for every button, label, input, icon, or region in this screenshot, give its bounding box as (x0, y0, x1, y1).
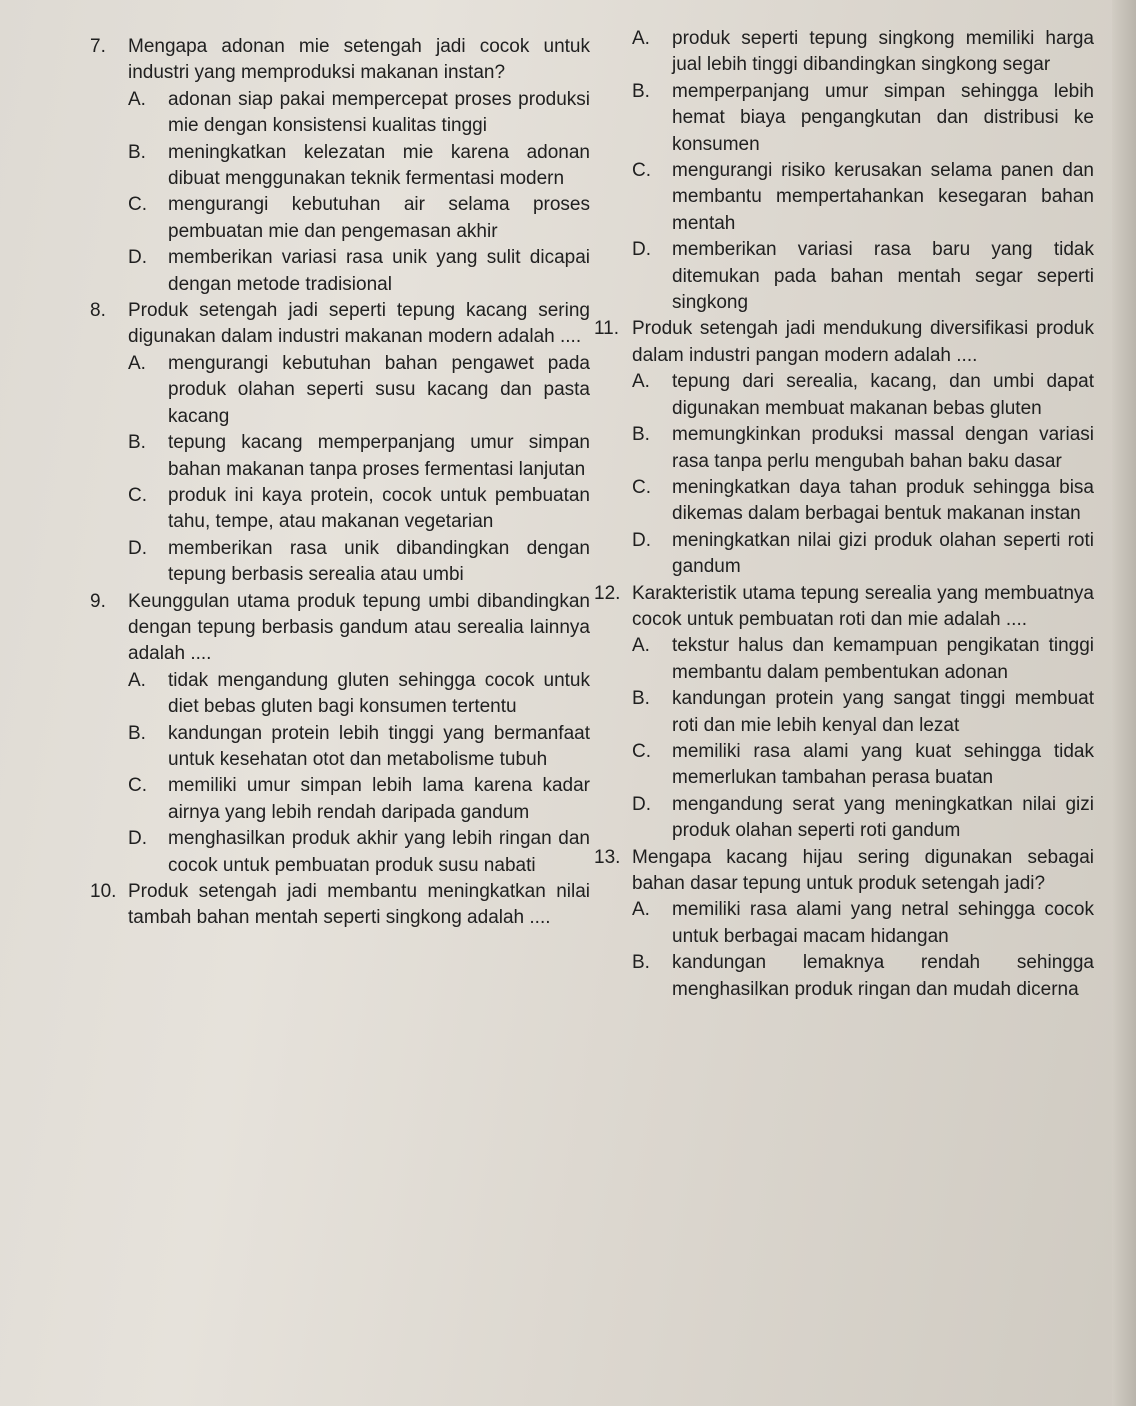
option-c (632, 475, 1094, 528)
option-letter: A. (128, 88, 146, 110)
option-letter: D. (128, 828, 147, 850)
question-text: Mengapa kacang hijau sering digunakan sebagai bahan dasar tepung untuk produk setengah jadi? (632, 846, 1094, 894)
option-a (128, 351, 590, 430)
question-number: 11. (594, 318, 620, 340)
option-text: memberikan rasa unik dibandingkan dengan tepung berbasis serealia atau umbi (168, 537, 590, 586)
option-letter: A. (632, 899, 650, 921)
option-c (128, 483, 590, 536)
option-d (632, 792, 1094, 845)
option-text: menghasilkan produk akhir yang lebih ringan dan cocok untuk pembuatan produk susu nabati (168, 828, 590, 876)
option-c (128, 192, 590, 245)
option-text: memungkinkan produksi massal dengan variasi rasa tanpa perlu mengubah bahan baku dasar (672, 424, 1094, 472)
question-text: Keunggulan utama produk tepung umbi dibandingkan dengan tepung berbasis gandum atau serealia lainnya adalah .... (128, 590, 590, 665)
option-text: tidak mengandung gluten sehingga cocok untuk diet bebas gluten bagi konsumen tertentu (168, 669, 590, 718)
page-fold (1112, 0, 1136, 1406)
option-text: memberikan variasi rasa baru yang tidak ditemukan pada bahan mentah segar seperti singkong (672, 239, 1094, 314)
option-letter: D. (632, 239, 651, 261)
option-d (128, 245, 590, 298)
option-d (632, 528, 1094, 581)
option-letter: A. (128, 669, 146, 691)
question-text: Mengapa adonan mie setengah jadi cocok untuk industri yang memproduksi makanan instan? (128, 36, 590, 84)
option-letter: C. (128, 775, 147, 797)
option-text: mengandung serat yang meningkatkan nilai gizi produk olahan seperti roti gandum (672, 793, 1094, 842)
right-column (594, 26, 1094, 1003)
option-a (632, 26, 1094, 79)
option-a (128, 87, 590, 140)
option-text: kandungan protein yang sangat tinggi membuat roti dan mie lebih kenyal dan lezat (672, 688, 1094, 736)
option-letter: A. (128, 352, 146, 374)
option-text: memiliki umur simpan lebih lama karena kadar airnya yang lebih rendah daripada gandum (168, 775, 590, 823)
option-d (128, 826, 590, 879)
option-text: mengurangi kebutuhan air selama proses pembuatan mie dan pengemasan akhir (168, 194, 590, 242)
option-letter: C. (128, 484, 147, 506)
option-letter: C. (632, 476, 651, 498)
option-text: meningkatkan kelezatan mie karena adonan dibuat menggunakan teknik fermentasi modern (168, 141, 590, 190)
option-b (632, 686, 1094, 739)
question-number: 9. (90, 590, 106, 612)
option-letter: B. (128, 722, 146, 744)
option-c (632, 739, 1094, 792)
option-text: tepung dari serealia, kacang, dan umbi dapat digunakan membuat makanan bebas gluten (672, 371, 1094, 419)
option-letter: D. (632, 793, 651, 815)
option-text: memiliki rasa alami yang netral sehingga cocok untuk berbagai macam hidangan (672, 899, 1094, 947)
question-13 (594, 845, 1094, 1003)
option-b (128, 721, 590, 774)
question-number: 10. (90, 881, 117, 902)
option-letter: D. (128, 537, 147, 559)
option-letter: B. (632, 80, 650, 102)
option-text: produk ini kaya protein, cocok untuk pembuatan tahu, tempe, atau makanan vegetarian (168, 484, 590, 533)
option-b (128, 140, 590, 193)
option-letter: C. (128, 194, 147, 216)
option-a (128, 668, 590, 721)
option-a (632, 369, 1094, 422)
option-text: adonan siap pakai mempercepat proses produksi mie dengan konsistensi kualitas tinggi (168, 88, 590, 137)
question-text: Produk setengah jadi seperti tepung kacang sering digunakan dalam industri makanan modern adalah .... (128, 300, 590, 348)
option-letter: D. (128, 247, 147, 269)
option-letter: D. (632, 529, 651, 551)
option-text: meningkatkan daya tahan produk sehingga bisa dikemas dalam berbagai bentuk makanan instan (672, 476, 1094, 525)
option-text: mengurangi kebutuhan bahan pengawet pada produk olahan seperti susu kacang dan pasta kacang (168, 352, 590, 427)
question-number: 13. (594, 846, 621, 868)
option-letter: A. (632, 635, 650, 657)
option-text: kandungan lemaknya rendah sehingga menghasilkan produk ringan dan mudah dicerna (672, 952, 1094, 1000)
question-text: Produk setengah jadi mendukung diversifikasi produk dalam industri pangan modern adalah .... (632, 318, 1094, 366)
question-7 (90, 34, 590, 298)
question-number: 7. (90, 36, 106, 57)
option-b (128, 430, 590, 483)
option-text: memberikan variasi rasa unik yang sulit dicapai dengan metode tradisional (168, 247, 590, 295)
option-text: tekstur halus dan kemampuan pengikatan tinggi membantu dalam pembentukan adonan (672, 635, 1094, 683)
question-8 (90, 298, 590, 588)
left-column (90, 34, 590, 932)
option-b (632, 422, 1094, 475)
option-text: produk seperti tepung singkong memiliki harga jual lebih tinggi dibandingkan singkong segar (672, 28, 1094, 76)
option-text: memiliki rasa alami yang kuat sehingga tidak memerlukan tambahan perasa buatan (672, 740, 1094, 789)
option-letter: B. (128, 432, 146, 454)
option-text: kandungan protein lebih tinggi yang bermanfaat untuk kesehatan otot dan metabolisme tubuh (168, 722, 590, 770)
option-c (632, 158, 1094, 237)
option-d (632, 237, 1094, 316)
option-text: tepung kacang memperpanjang umur simpan bahan makanan tanpa proses fermentasi lanjutan (168, 432, 590, 480)
option-text: memperpanjang umur simpan sehingga lebih hemat biaya pengangkutan dan distribusi ke konsumen (672, 80, 1094, 155)
option-letter: B. (632, 688, 650, 710)
question-number: 8. (90, 300, 106, 322)
option-letter: C. (632, 160, 651, 182)
option-letter: A. (632, 28, 650, 49)
option-b (632, 79, 1094, 158)
option-a (632, 897, 1094, 950)
option-letter: B. (632, 424, 650, 446)
question-11 (594, 316, 1094, 580)
question-10 (90, 879, 590, 932)
question-number: 12. (594, 582, 621, 604)
option-text: mengurangi risiko kerusakan selama panen dan membantu mempertahankan kesegaran bahan mentah (672, 160, 1094, 234)
question-9 (90, 589, 590, 879)
option-letter: A. (632, 371, 650, 393)
option-text: meningkatkan nilai gizi produk olahan seperti roti gandum (672, 529, 1094, 578)
question-12 (594, 581, 1094, 845)
question-10-options (594, 26, 1094, 316)
question-text: Produk setengah jadi membantu meningkatkan nilai tambah bahan mentah seperti singkong adalah .... (128, 881, 590, 929)
option-c (128, 773, 590, 826)
option-a (632, 633, 1094, 686)
option-letter: B. (128, 141, 146, 163)
option-d (128, 536, 590, 589)
question-text: Karakteristik utama tepung serealia yang membuatnya cocok untuk pembuatan roti dan mie adalah .... (632, 582, 1094, 630)
option-b (632, 950, 1094, 1003)
option-letter: B. (632, 952, 650, 974)
option-letter: C. (632, 740, 651, 762)
